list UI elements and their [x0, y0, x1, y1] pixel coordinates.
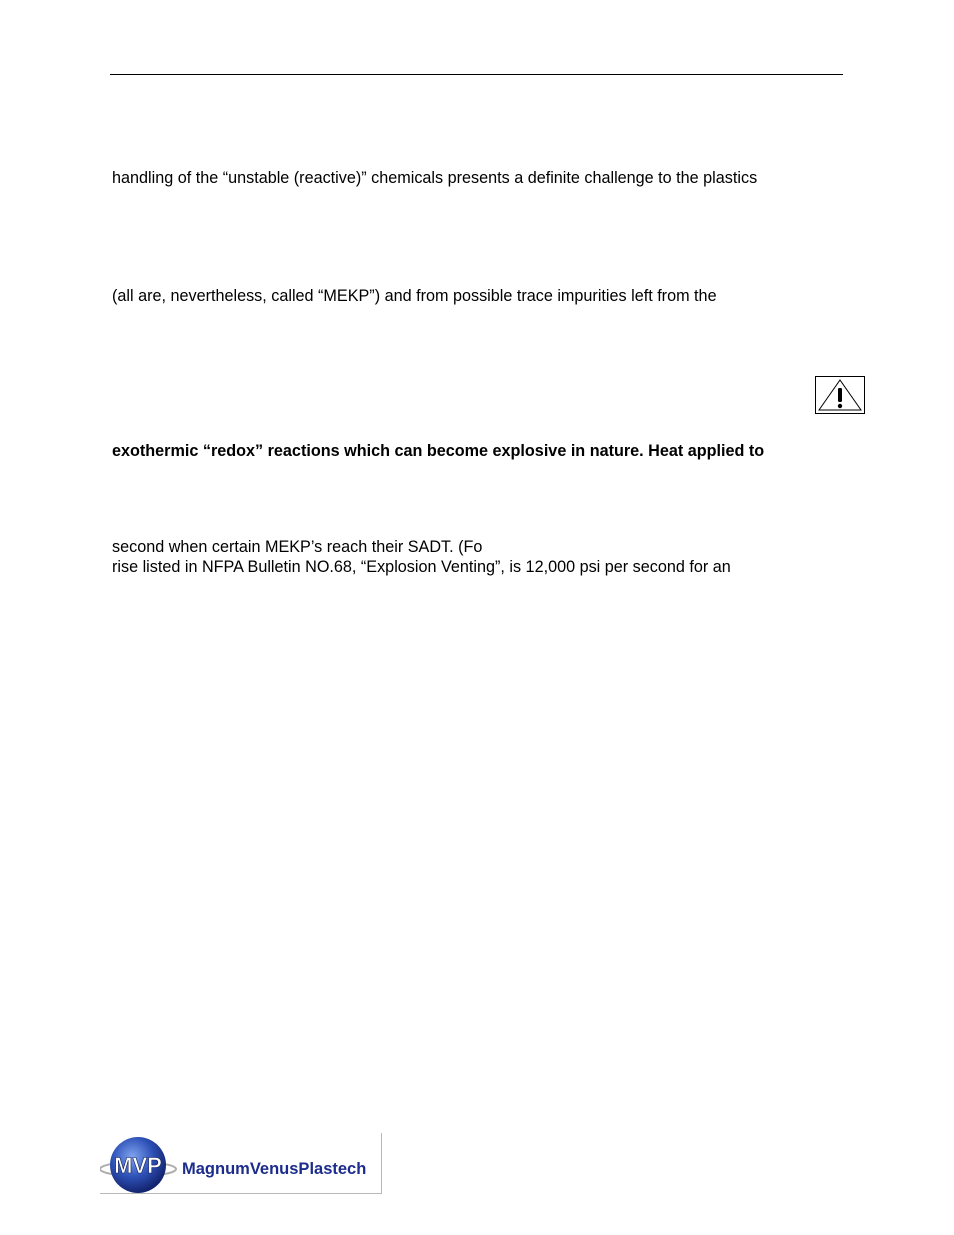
logo-mark: MVP [114, 1153, 162, 1178]
body-text-line-4: second when certain MEKP’s reach their SADT. (Fo [112, 538, 483, 556]
body-text-line-3-bold: exothermic “redox” reactions which can become explosive in nature. Heat applied to [112, 442, 765, 460]
warning-box [815, 376, 865, 414]
company-logo [100, 1133, 382, 1194]
warning-triangle-icon [816, 377, 864, 413]
header-rule [110, 74, 843, 75]
body-text-line-5: rise listed in NFPA Bulletin NO.68, “Explosion Venting”, is 12,000 psi per second for an [112, 558, 731, 576]
body-text-line-2: (all are, nevertheless, called “MEKP”) and from possible trace impurities left from the [112, 287, 717, 305]
logo-name: MagnumVenusPlastech [182, 1160, 367, 1178]
body-text-line-1: handling of the “unstable (reactive)” chemicals presents a definite challenge to the plastics [112, 169, 758, 187]
